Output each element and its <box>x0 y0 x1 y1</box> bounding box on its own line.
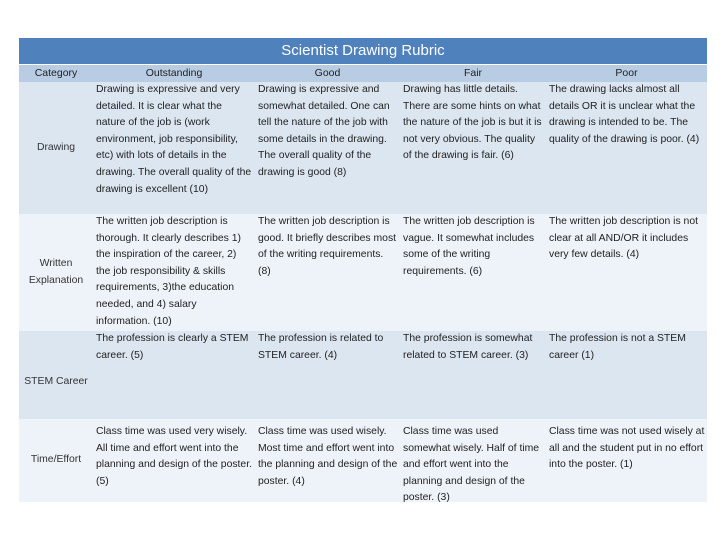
cell-written-poor: The written job description is not clear at all AND/OR it includes very few details. (4) <box>549 216 699 261</box>
cell-drawing-fair: Drawing has little details. There are some hints on what the nature of the job is but it is not very obvious. The quality of the drawing is fair. (6) <box>403 84 542 162</box>
cell-drawing-good: Drawing is expressive and somewhat detailed. One can tell the nature of the job with some details in the drawing. The overall quality of the drawing is good (8) <box>258 84 390 178</box>
cell-time-good: Class time was used wisely. Most time and effort went into the planning and design of the poster. (4) <box>258 426 398 487</box>
category-time-effort: Time/Effort <box>30 454 82 466</box>
cell-stem-poor: The profession is not a STEM career (1) <box>549 333 686 361</box>
cell-written-outstanding: The written job description is thorough. It clearly describes 1) the inspiration of the career, 2) the job responsibility & skills requirements, 3)the education needed, and 4) salary information. (10) <box>96 216 241 327</box>
header-poor: Poor <box>615 67 638 79</box>
row-time-effort <box>19 419 707 502</box>
category-written-explanation: Written Explanation <box>28 257 84 286</box>
cell-drawing-outstanding: Drawing is expressive and very detailed. It is clear what the nature of the job is (work environment, job responsibility, etc) with lots of details in the drawing. The overall quality of the drawing is excellent (10) <box>96 84 252 195</box>
cell-stem-outstanding: The profession is clearly a STEM career. (5) <box>96 333 249 361</box>
cell-written-fair: The written job description is vague. It somewhat includes some of the writing requirements. (6) <box>403 216 535 277</box>
cell-written-good: The written job description is good. It briefly describes most of the writing requirements. (8) <box>258 216 397 277</box>
cell-time-poor: Class time was not used wisely at all and the student put in no effort into the poster. (1) <box>549 426 705 471</box>
rubric-title: Scientist Drawing Rubric <box>19 38 707 64</box>
cell-stem-good: The profession is related to STEM career. (4) <box>258 333 384 361</box>
cell-time-outstanding: Class time was used very wisely. All time and effort went into the planning and design of the poster. (5) <box>96 426 252 487</box>
header-good: Good <box>314 67 341 79</box>
row-stem-career <box>19 331 707 419</box>
row-drawing <box>19 82 707 214</box>
category-stem-career: STEM Career <box>24 376 88 388</box>
cell-stem-fair: The profession is somewhat related to STEM career. (3) <box>403 333 533 361</box>
header-row <box>19 64 707 82</box>
category-drawing: Drawing <box>36 141 76 153</box>
header-category: Category <box>34 67 78 79</box>
cell-time-fair: Class time was used somewhat wisely. Half of time and effort went into the planning and design of the poster. (3) <box>403 426 540 504</box>
header-outstanding: Outstanding <box>145 67 203 79</box>
rubric-table <box>19 38 707 502</box>
row-written-explanation <box>19 214 707 331</box>
header-fair: Fair <box>463 67 483 79</box>
cell-drawing-poor: The drawing lacks almost all details OR it is unclear what the drawing is intended to be. The quality of the drawing is poor. (4) <box>549 84 700 145</box>
